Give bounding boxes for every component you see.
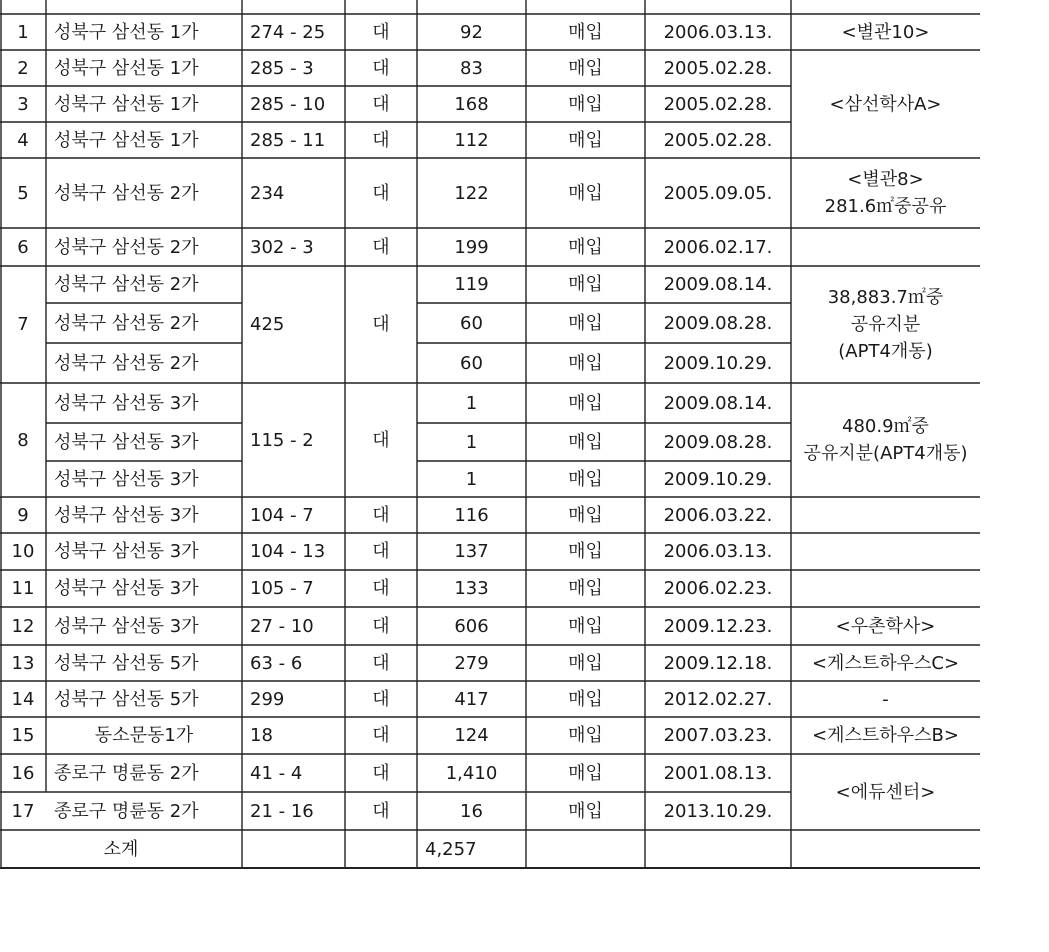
row-21-land-type: 대 [372,800,390,822]
group-8-lot: 115 - 2 [250,429,314,451]
row-8-area: 60 [460,312,483,334]
row-19-area: 124 [454,725,489,746]
row-21-method: 매입 [568,800,603,822]
row-10-address: 성북구 삼선동 3가 [54,392,199,414]
row-9-address: 성북구 삼선동 2가 [54,352,199,374]
row-12-date: 2009.10.29. [663,468,773,490]
row-1-land-type: 대 [372,21,390,43]
row-19-land-type: 대 [372,725,390,746]
row-13-address: 성북구 삼선동 3가 [54,504,199,526]
row-1-address: 성북구 삼선동 1가 [54,21,199,43]
row-14-area: 137 [454,541,489,562]
row-21-date: 2013.10.29. [663,800,773,822]
row-10-area: 1 [465,392,478,414]
row-20-no: 16 [11,762,35,784]
note-group-7-line-2: 공유지분 [850,314,921,335]
row-8-date: 2009.08.28. [663,312,773,334]
row-3-land-type: 대 [372,93,390,115]
row-5-method: 매입 [568,182,603,204]
row-6-date: 2006.02.17. [663,236,773,258]
row-21-area: 16 [460,800,483,822]
note-rows-2-4: <삼선학사A> [829,93,942,115]
row-18-land-type: 대 [372,688,390,710]
row-16-area: 606 [454,615,489,637]
row-5-lot: 234 [250,182,285,204]
row-20-land-type: 대 [372,762,390,784]
row-4-area: 112 [454,129,489,151]
row-13-land-type: 대 [372,504,390,526]
note-group-7 [791,266,980,383]
row-2-date: 2005.02.28. [663,57,773,79]
row-14-lot: 104 - 13 [250,541,326,562]
row-8-method: 매입 [568,312,603,334]
row-21-address: 종로구 명륜동 2가 [54,800,199,822]
row-17-note: <게스트하우스C> [811,652,960,674]
row-7-method: 매입 [568,274,603,295]
row-19-address: 동소문동1가 [94,725,194,746]
note-group-7-line-3: (APT4개동) [838,341,933,362]
row-10-date: 2009.08.14. [663,392,773,414]
row-20-address: 종로구 명륜동 2가 [54,762,199,784]
row-12-address: 성북구 삼선동 3가 [54,468,199,490]
note-group-8 [791,383,980,497]
row-14-land-type: 대 [372,541,390,562]
row-16-lot: 27 - 10 [250,615,314,637]
row-4-address: 성북구 삼선동 1가 [54,129,199,151]
row-18-note: - [882,688,889,710]
row-4-method: 매입 [568,129,603,151]
note-group-7-line-1: 38,883.7㎡중 [827,287,944,308]
subtotal-label: 소계 [103,838,139,860]
note-row-5 [791,158,980,228]
row-17-lot: 63 - 6 [250,652,303,674]
row-17-no: 13 [11,652,35,674]
row-21-no: 17 [11,800,35,822]
row-15-land-type: 대 [372,578,390,599]
row-6-method: 매입 [568,236,603,258]
row-9-date: 2009.10.29. [663,352,773,374]
row-6-lot: 302 - 3 [250,236,314,258]
row-17-method: 매입 [568,652,603,674]
row-21-lot: 21 - 16 [250,800,314,822]
row-12-area: 1 [465,468,478,490]
row-7-date: 2009.08.14. [663,274,773,295]
row-13-no: 9 [17,504,29,526]
row-3-method: 매입 [568,93,603,115]
group-8-land-type: 대 [372,429,390,451]
row-2-no: 2 [17,57,29,79]
row-15-date: 2006.02.23. [663,578,773,599]
row-18-date: 2012.02.27. [663,688,773,710]
group-7-land-type: 대 [372,314,390,335]
note-rows-16-17: <에듀센터> [835,781,936,803]
note-group-8-line-1: 480.9㎡중 [842,416,929,437]
row-17-address: 성북구 삼선동 5가 [54,652,199,674]
row-5-no: 5 [17,182,29,204]
row-16-note: <우촌학사> [835,615,936,637]
row-7-area: 119 [454,274,489,295]
row-11-method: 매입 [568,431,603,453]
row-16-no: 12 [11,615,35,637]
row-5-land-type: 대 [372,182,390,204]
row-18-area: 417 [454,688,489,710]
subtotal-area: 4,257 [425,838,477,860]
row-18-address: 성북구 삼선동 5가 [54,688,199,710]
group-7-no: 7 [17,314,29,335]
row-11-address: 성북구 삼선동 3가 [54,431,199,453]
row-13-area: 116 [454,504,489,526]
row-2-land-type: 대 [372,57,390,79]
group-7-lot: 425 [250,314,285,335]
row-19-lot: 18 [250,725,273,746]
row-17-date: 2009.12.18. [663,652,773,674]
row-5-address: 성북구 삼선동 2가 [54,182,199,204]
row-17-area: 279 [454,652,489,674]
row-1-note: <별관10> [841,21,930,43]
row-2-lot: 285 - 3 [250,57,314,79]
row-14-date: 2006.03.13. [663,541,773,562]
row-18-lot: 299 [250,688,285,710]
row-3-lot: 285 - 10 [250,93,326,115]
row-6-land-type: 대 [372,236,390,258]
group-8-no: 8 [17,429,29,451]
note-row-5-line-2: 281.6㎡중공유 [824,196,947,217]
row-20-area: 1,410 [445,762,498,784]
row-3-area: 168 [454,93,489,115]
row-14-no: 10 [11,541,35,562]
row-19-method: 매입 [568,725,603,746]
row-20-date: 2001.08.13. [663,762,773,784]
row-12-method: 매입 [568,468,603,490]
row-9-method: 매입 [568,352,603,374]
row-2-address: 성북구 삼선동 1가 [54,57,199,79]
row-4-land-type: 대 [372,129,390,151]
row-2-area: 83 [460,57,483,79]
row-17-land-type: 대 [372,652,390,674]
row-4-no: 4 [17,129,29,151]
row-11-area: 1 [465,431,478,453]
row-15-area: 133 [454,578,489,599]
row-13-date: 2006.03.22. [663,504,773,526]
row-18-method: 매입 [568,688,603,710]
row-1-lot: 274 - 25 [250,21,326,43]
note-group-8-line-2: 공유지분(APT4개동) [803,443,968,464]
row-6-area: 199 [454,236,489,258]
row-1-date: 2006.03.13. [663,21,773,43]
note-row-5-line-1: <별관8> [847,169,924,190]
row-15-method: 매입 [568,578,603,599]
row-19-note: <게스트하우스B> [812,725,959,746]
row-1-no: 1 [17,21,29,43]
row-8-address: 성북구 삼선동 2가 [54,312,199,334]
row-13-method: 매입 [568,504,603,526]
row-3-address: 성북구 삼선동 1가 [54,93,199,115]
row-11-date: 2009.08.28. [663,431,773,453]
row-5-date: 2005.09.05. [663,182,773,204]
row-16-date: 2009.12.23. [663,615,773,637]
row-1-method: 매입 [568,21,603,43]
row-16-method: 매입 [568,615,603,637]
row-16-land-type: 대 [372,615,390,637]
row-2-method: 매입 [568,57,603,79]
row-4-date: 2005.02.28. [663,129,773,151]
row-13-lot: 104 - 7 [250,504,314,526]
row-19-date: 2007.03.23. [663,725,773,746]
row-15-no: 11 [11,578,35,599]
row-10-method: 매입 [568,392,603,414]
row-5-area: 122 [454,182,489,204]
row-3-date: 2005.02.28. [663,93,773,115]
row-19-no: 15 [11,725,35,746]
row-14-address: 성북구 삼선동 3가 [54,541,199,562]
row-7-address: 성북구 삼선동 2가 [54,274,199,295]
row-3-no: 3 [17,93,29,115]
row-15-lot: 105 - 7 [250,578,314,599]
row-1-area: 92 [460,21,483,43]
row-14-method: 매입 [568,541,603,562]
row-16-address: 성북구 삼선동 3가 [54,615,199,637]
row-20-method: 매입 [568,762,603,784]
row-4-lot: 285 - 11 [250,129,326,151]
row-15-address: 성북구 삼선동 3가 [54,578,199,599]
row-9-area: 60 [460,352,483,374]
row-6-address: 성북구 삼선동 2가 [54,236,199,258]
row-6-no: 6 [17,236,29,258]
row-18-no: 14 [11,688,35,710]
row-20-lot: 41 - 4 [250,762,303,784]
